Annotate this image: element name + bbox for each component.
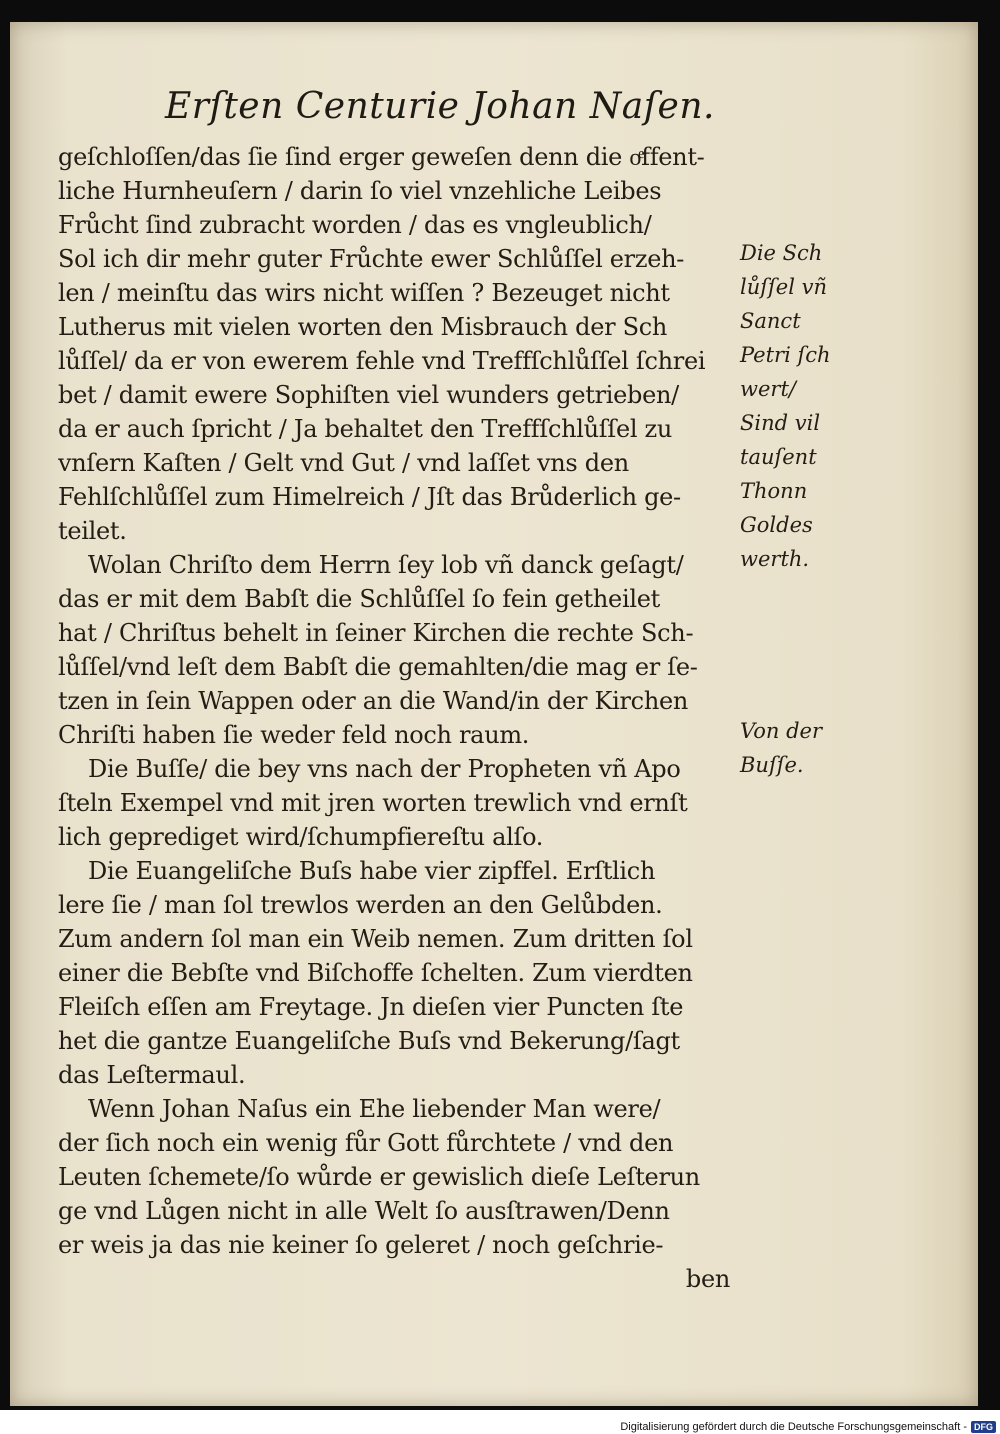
text-line: Fehlſchlůſſel zum Himelreich / Jſt das Brůderlich ge- — [58, 483, 681, 511]
text-line: einer die Bebſte vnd Biſchoffe ſchelten. Zum vierdten — [58, 959, 693, 987]
running-head: Erſten Centurie Johan Naſen. — [165, 86, 715, 127]
text-line: Lutherus mit vielen worten den Misbrauch der Sch — [58, 313, 668, 341]
gloss-line: Petri ſch — [740, 343, 831, 367]
text-line: tzen in ſein Wappen oder an die Wand/in der Kirchen — [58, 687, 689, 715]
text-line: hat / Chriſtus behelt in ſeiner Kirchen die rechte Sch- — [58, 619, 694, 647]
text-line: Wenn Johan Naſus ein Ehe liebender Man were/ — [88, 1095, 661, 1123]
gloss-line: Buſſe. — [740, 753, 804, 777]
text-line: Sol ich dir mehr guter Frůchte ewer Schlůſſel erzeh- — [58, 245, 685, 273]
dfg-logo: DFG — [971, 1421, 996, 1433]
text-line: ſteln Exempel vnd mit jren worten trewlich vnd ernſt — [58, 789, 688, 817]
text-line: vnſern Kaſten / Gelt vnd Gut / vnd laſſet vns den — [58, 449, 629, 477]
marginal-gloss-penance — [740, 714, 830, 782]
text-line: lůſſel/ da er von ewerem fehle vnd Treffſchlůſſel ſchrei — [58, 347, 706, 375]
text-line: Chriſti haben ſie weder feld noch raum. — [58, 721, 530, 749]
gloss-line: werth. — [740, 547, 810, 571]
gloss-line: lůſſel vñ — [740, 275, 827, 299]
text-line: das Leſtermaul. — [58, 1061, 246, 1089]
marginal-gloss-keys — [740, 236, 830, 576]
text-line: lere ſie / man ſol trewlos werden an den Gelůbden. — [58, 891, 663, 919]
footer-credit-text: Digitalisierung gefördert durch die Deutsche Forschungsgemeinschaft - — [620, 1421, 967, 1433]
gloss-line: tauſent — [740, 445, 817, 469]
body-text — [58, 140, 738, 1296]
gloss-line: Von der — [740, 719, 822, 743]
text-line: bet / damit ewere Sophiſten viel wunders getrieben/ — [58, 381, 679, 409]
text-line: geſchloſſen/das ſie ſind erger geweſen denn die oͤffent- — [58, 143, 705, 171]
gloss-line: wert/ — [740, 377, 796, 401]
text-line: Zum andern ſol man ein Weib nemen. Zum dritten ſol — [58, 925, 693, 953]
text-line: er weis ja das nie keiner ſo geleret / noch geſchrie- — [58, 1231, 664, 1259]
text-line: Wolan Chriſto dem Herrn ſey lob vñ danck geſagt/ — [88, 551, 684, 579]
text-line: lich geprediget wird/ſchumpfiereſtu alſo. — [58, 823, 544, 851]
catchword: ben — [685, 1265, 730, 1293]
text-line: Die Buſſe/ die bey vns nach der Propheten vñ Apo — [88, 755, 681, 783]
text-line: der ſich noch ein wenig fůr Gott fůrchtete / vnd den — [58, 1129, 674, 1157]
text-line: das er mit dem Babſt die Schlůſſel ſo fein getheilet — [58, 585, 660, 613]
gloss-line: Die Sch — [740, 241, 823, 265]
gloss-line: Goldes — [740, 513, 813, 537]
text-line: Frůcht ſind zubracht worden / das es vngleublich/ — [58, 211, 652, 239]
text-line: liche Hurnheuſern / darin ſo viel vnzehliche Leibes — [58, 177, 662, 205]
text-line: len / meinſtu das wirs nicht wiſſen ? Bezeuget nicht — [58, 279, 670, 307]
footer-credit — [620, 1421, 996, 1433]
text-line: ge vnd Lůgen nicht in alle Welt ſo ausſtrawen/Denn — [58, 1197, 670, 1225]
text-line: Die Euangeliſche Buſs habe vier zipffel. Erſtlich — [88, 857, 656, 885]
text-line: da er auch ſpricht / Ja behaltet den Treffſchlůſſel zu — [58, 415, 673, 443]
gloss-line: Sanct — [740, 309, 801, 333]
text-line: teilet. — [58, 517, 127, 545]
gloss-line: Sind vil — [740, 411, 821, 435]
text-line: Leuten ſchemete/ſo wůrde er gewislich dieſe Leſterun — [58, 1163, 700, 1191]
text-line: lůſſel/vnd leſt dem Babſt die gemahlten/die mag er ſe- — [58, 653, 698, 681]
text-line: het die gantze Euangeliſche Buſs vnd Bekerung/ſagt — [58, 1027, 680, 1055]
gloss-line: Thonn — [740, 479, 808, 503]
text-line: Fleiſch eſſen am Freytage. Jn dieſen vier Puncten ſte — [58, 993, 684, 1021]
